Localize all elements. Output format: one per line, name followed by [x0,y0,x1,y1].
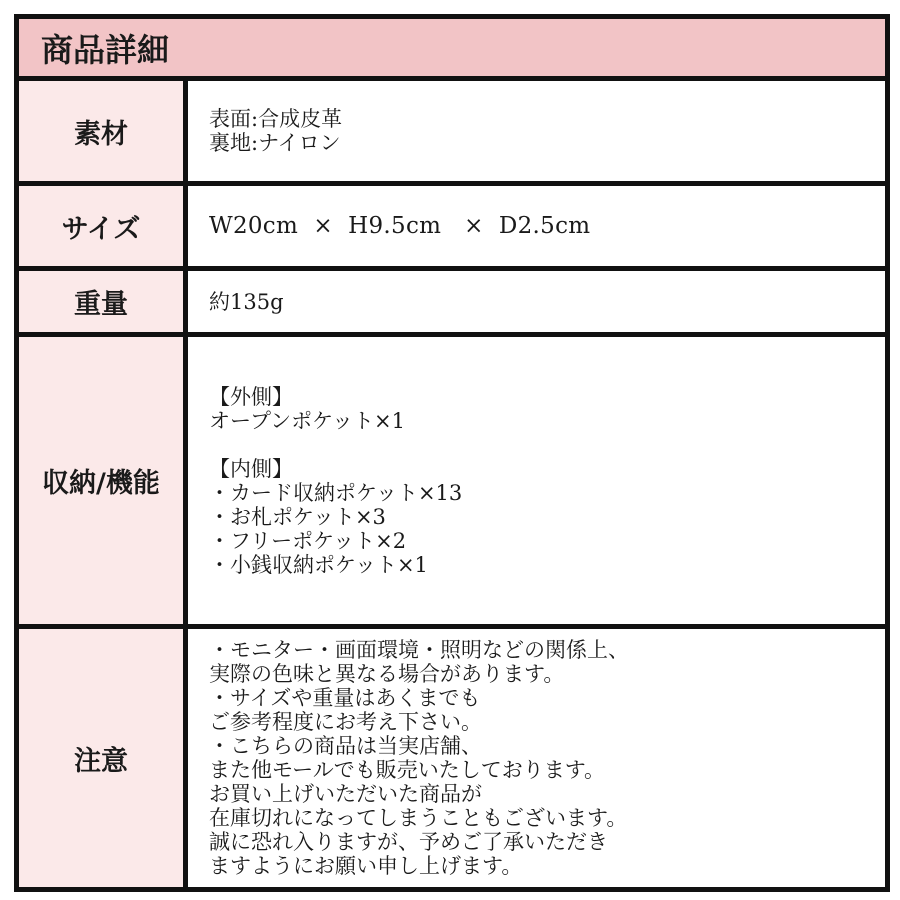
note-line: ますようにお願い申し上げます。 [209,854,523,878]
inside-item: ・お札ポケット×3 [209,504,386,529]
notes-label: 注意 [19,629,183,887]
inside-item: ・カード収納ポケット×13 [209,480,463,505]
size-dimensions: W20cm × H9.5cm × D2.5cm [209,213,591,239]
note-line: ・こちらの商品は当実店舗、 [209,734,482,758]
material-value [188,81,885,181]
note-line: また他モールでも販売いたしております。 [209,758,606,782]
material-surface: 表面:合成皮革 [209,107,343,131]
note-line: 実際の色味と異なる場合があります。 [209,662,565,686]
inside-item: ・小銭収納ポケット×1 [209,552,428,577]
material-label: 素材 [19,81,183,181]
table-title: 商品詳細 [19,19,885,76]
notes-value [188,629,885,887]
size-label: サイズ [19,186,183,266]
note-line: ・サイズや重量はあくまでも [209,686,481,710]
outside-item: オープンポケット×1 [209,408,406,433]
note-line: ・モニター・画面環境・照明などの関係上、 [209,638,629,662]
note-line: 誠に恐れ入りますが、予めご了承いただき [209,830,608,854]
weight-label: 重量 [19,271,183,332]
storage-value [188,337,885,624]
outside-heading: 【外側】 [209,384,293,409]
note-line: 在庫切れになってしまうこともございます。 [209,806,628,830]
spacer [209,433,885,457]
material-lining: 裏地:ナイロン [209,131,341,155]
size-value [188,186,885,266]
note-line: ご参考程度にお考え下さい。 [209,710,482,734]
inside-heading: 【内側】 [209,456,293,481]
note-line: お買い上げいただいた商品が [209,782,482,806]
inside-item: ・フリーポケット×2 [209,528,407,553]
weight-text: 約135g [209,289,284,314]
weight-value [188,271,885,332]
storage-label: 収納/機能 [19,337,183,624]
product-details-table [14,14,890,892]
